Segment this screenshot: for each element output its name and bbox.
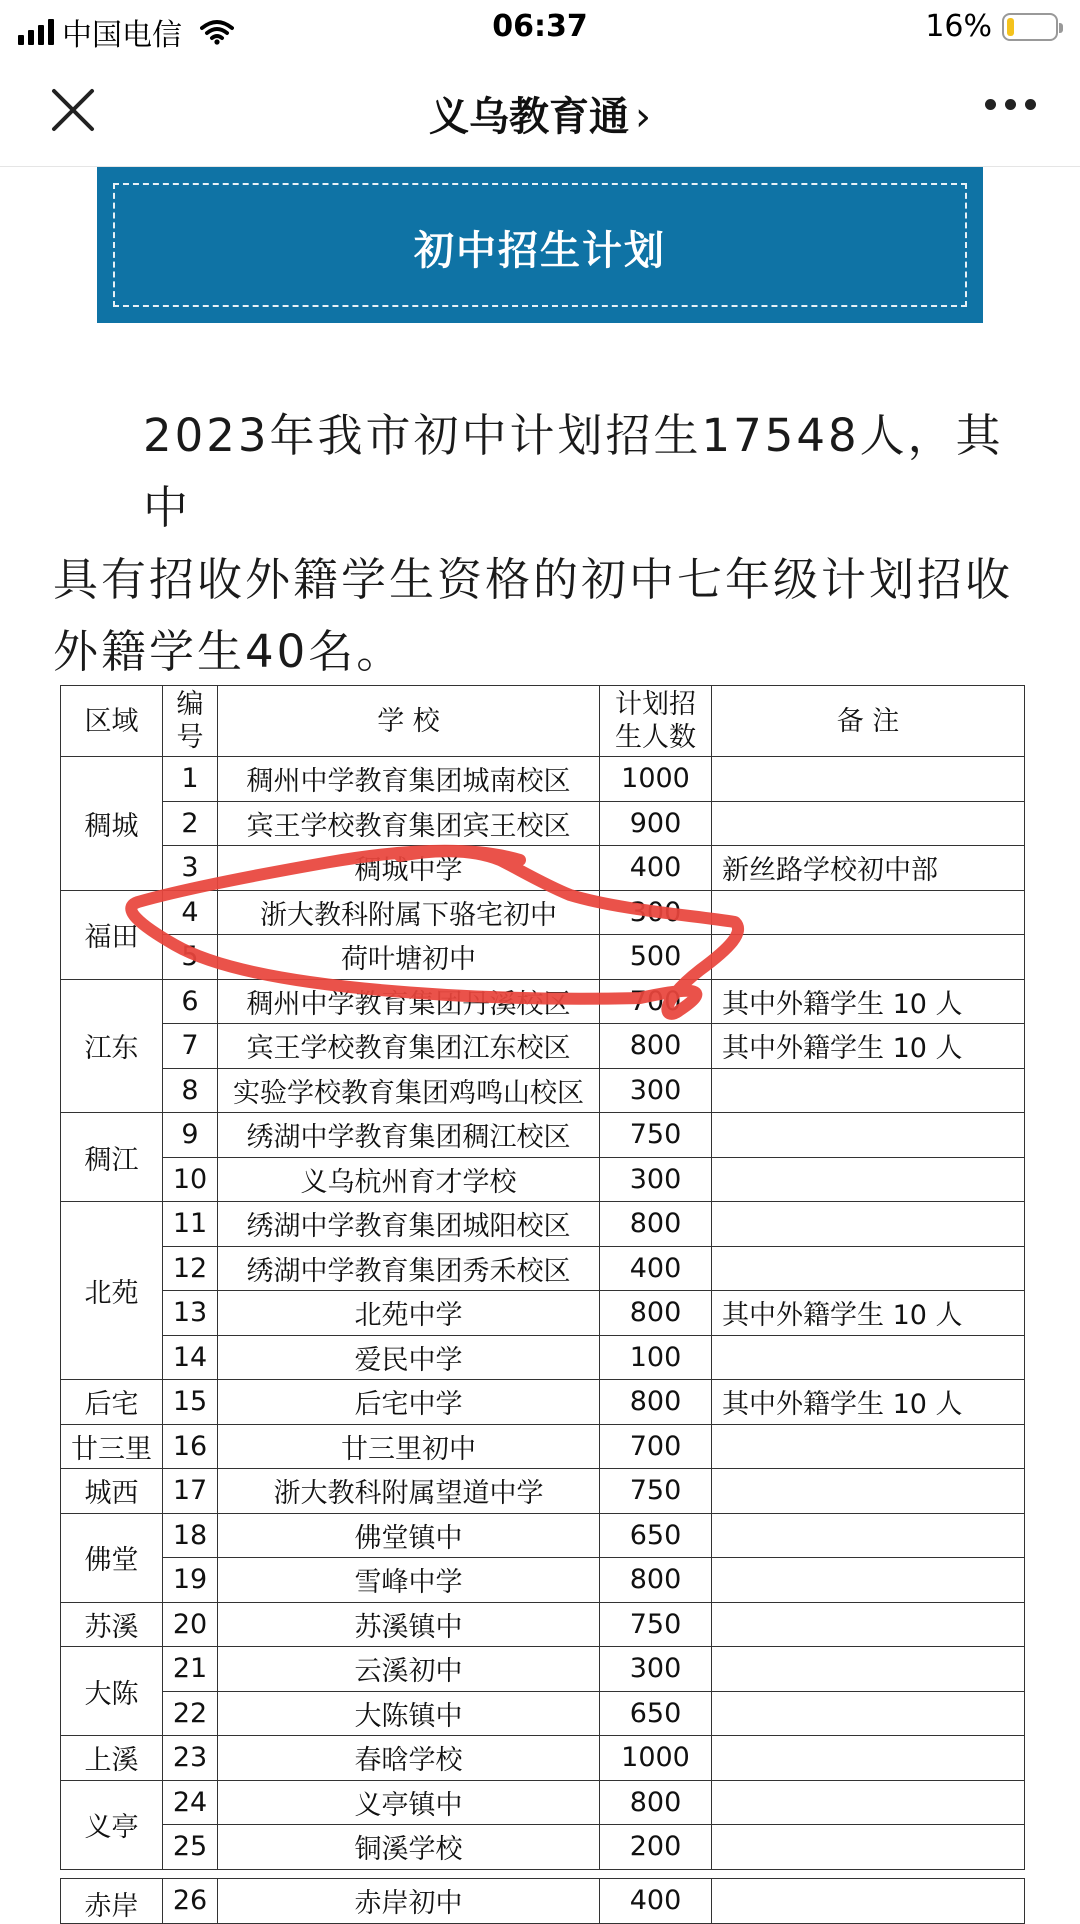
note-cell: 其中外籍学生 10 人 <box>712 1024 1025 1069</box>
num-cell: 20 <box>163 1602 218 1647</box>
table-row <box>61 1558 1025 1603</box>
region-cell: 义亭 <box>61 1780 163 1869</box>
num-cell: 16 <box>163 1424 218 1469</box>
school-cell: 浙大教科附属望道中学 <box>218 1469 600 1514</box>
school-cell: 荷叶塘初中 <box>218 935 600 980</box>
note-cell <box>712 1068 1025 1113</box>
school-cell: 铜溪学校 <box>218 1825 600 1870</box>
count-cell: 200 <box>600 1825 712 1870</box>
nav-bar <box>0 55 1080 167</box>
region-cell: 苏溪 <box>61 1602 163 1647</box>
school-cell: 春晗学校 <box>218 1736 600 1781</box>
note-cell <box>712 1202 1025 1247</box>
region-cell: 后宅 <box>61 1380 163 1425</box>
count-cell: 1000 <box>600 1736 712 1781</box>
count-cell: 800 <box>600 1202 712 1247</box>
enrollment-table-continued <box>60 1878 1024 1924</box>
school-cell: 大陈镇中 <box>218 1691 600 1736</box>
note-cell <box>712 1825 1025 1870</box>
note-cell <box>712 1647 1025 1692</box>
banner-title: 初中招生计划 <box>414 228 666 274</box>
section-banner <box>97 167 983 323</box>
enrollment-table-2 <box>60 1878 1025 1924</box>
num-cell: 23 <box>163 1736 218 1781</box>
region-cell: 佛堂 <box>61 1513 163 1602</box>
count-cell: 800 <box>600 1558 712 1603</box>
header-note: 备 注 <box>712 686 1025 757</box>
region-cell: 上溪 <box>61 1736 163 1781</box>
school-cell: 义亭镇中 <box>218 1780 600 1825</box>
table-header-row <box>61 686 1025 757</box>
region-cell: 赤岸 <box>61 1879 163 1924</box>
table-row <box>61 846 1025 891</box>
table-row <box>61 1068 1025 1113</box>
region-cell: 稠城 <box>61 757 163 891</box>
count-cell: 800 <box>600 1380 712 1425</box>
num-cell: 26 <box>163 1879 218 1924</box>
note-cell <box>712 757 1025 802</box>
num-cell: 4 <box>163 890 218 935</box>
status-time: 06:37 <box>492 9 588 44</box>
table-row <box>61 1335 1025 1380</box>
table-row <box>61 1647 1025 1692</box>
count-cell: 650 <box>600 1691 712 1736</box>
num-cell: 6 <box>163 979 218 1024</box>
region-cell: 大陈 <box>61 1647 163 1736</box>
table-row <box>61 1736 1025 1781</box>
count-cell: 750 <box>600 1469 712 1514</box>
school-cell: 绣湖中学教育集团城阳校区 <box>218 1202 600 1247</box>
table-row <box>61 1424 1025 1469</box>
num-cell: 1 <box>163 757 218 802</box>
table-row <box>61 1879 1025 1924</box>
header-count-a: 计划招 <box>615 689 696 720</box>
table-row <box>61 1246 1025 1291</box>
enrollment-table <box>60 685 1025 1870</box>
note-cell <box>712 1736 1025 1781</box>
table-row <box>61 1780 1025 1825</box>
note-cell <box>712 1558 1025 1603</box>
count-cell: 650 <box>600 1513 712 1558</box>
table-row <box>61 1024 1025 1069</box>
note-cell <box>712 890 1025 935</box>
num-cell: 3 <box>163 846 218 891</box>
header-count-b: 生人数 <box>615 722 696 753</box>
region-cell: 城西 <box>61 1469 163 1514</box>
table-row <box>61 1602 1025 1647</box>
num-cell: 18 <box>163 1513 218 1558</box>
num-cell: 25 <box>163 1825 218 1870</box>
note-cell <box>712 1691 1025 1736</box>
school-cell: 北苑中学 <box>218 1291 600 1336</box>
num-cell: 22 <box>163 1691 218 1736</box>
count-cell: 700 <box>600 979 712 1024</box>
table-row <box>61 1157 1025 1202</box>
intro-line-2: 具有招收外籍学生资格的初中七年级计划招收 <box>53 553 1014 606</box>
header-num <box>163 686 218 757</box>
note-cell: 新丝路学校初中部 <box>712 846 1025 891</box>
note-cell <box>712 1879 1025 1924</box>
table-row <box>61 890 1025 935</box>
count-cell: 300 <box>600 1157 712 1202</box>
region-cell: 福田 <box>61 890 163 979</box>
num-cell: 10 <box>163 1157 218 1202</box>
school-cell: 稠州中学教育集团丹溪校区 <box>218 979 600 1024</box>
header-region: 区域 <box>61 686 163 757</box>
num-cell: 12 <box>163 1246 218 1291</box>
num-cell: 8 <box>163 1068 218 1113</box>
note-cell: 其中外籍学生 10 人 <box>712 1291 1025 1336</box>
count-cell: 400 <box>600 1879 712 1924</box>
region-cell: 北苑 <box>61 1202 163 1380</box>
school-cell: 浙大教科附属下骆宅初中 <box>218 890 600 935</box>
school-cell: 云溪初中 <box>218 1647 600 1692</box>
note-cell <box>712 1335 1025 1380</box>
count-cell: 900 <box>600 801 712 846</box>
count-cell: 800 <box>600 1780 712 1825</box>
table-row <box>61 1202 1025 1247</box>
school-cell: 雪峰中学 <box>218 1558 600 1603</box>
count-cell: 300 <box>600 1068 712 1113</box>
table-row <box>61 1113 1025 1158</box>
note-cell <box>712 1246 1025 1291</box>
status-right <box>925 9 1058 44</box>
note-cell <box>712 935 1025 980</box>
enrollment-table-wrap <box>60 685 1024 1870</box>
school-cell: 绣湖中学教育集团稠江校区 <box>218 1113 600 1158</box>
status-bar <box>0 0 1080 55</box>
school-cell: 佛堂镇中 <box>218 1513 600 1558</box>
num-cell: 19 <box>163 1558 218 1603</box>
note-cell <box>712 801 1025 846</box>
school-cell: 稠州中学教育集团城南校区 <box>218 757 600 802</box>
num-cell: 21 <box>163 1647 218 1692</box>
note-cell <box>712 1157 1025 1202</box>
count-cell: 400 <box>600 846 712 891</box>
school-cell: 义乌杭州育才学校 <box>218 1157 600 1202</box>
table-row <box>61 1691 1025 1736</box>
battery-fill <box>1007 18 1014 36</box>
num-cell: 9 <box>163 1113 218 1158</box>
header-school: 学 校 <box>218 686 600 757</box>
num-cell: 5 <box>163 935 218 980</box>
num-cell: 14 <box>163 1335 218 1380</box>
count-cell: 800 <box>600 1024 712 1069</box>
table-row <box>61 1513 1025 1558</box>
region-cell: 稠江 <box>61 1113 163 1202</box>
intro-line-1: 2023年我市初中计划招生17548人，其中 <box>143 409 1004 534</box>
school-cell: 后宅中学 <box>218 1380 600 1425</box>
num-cell: 13 <box>163 1291 218 1336</box>
note-cell: 其中外籍学生 10 人 <box>712 979 1025 1024</box>
header-num-b: 号 <box>176 722 204 753</box>
num-cell: 2 <box>163 801 218 846</box>
note-cell <box>712 1113 1025 1158</box>
header-count <box>600 686 712 757</box>
table-row <box>61 935 1025 980</box>
count-cell: 300 <box>600 1647 712 1692</box>
school-cell: 宾王学校教育集团宾王校区 <box>218 801 600 846</box>
num-cell: 7 <box>163 1024 218 1069</box>
school-cell: 宾王学校教育集团江东校区 <box>218 1024 600 1069</box>
table-row <box>61 979 1025 1024</box>
note-cell <box>712 1469 1025 1514</box>
note-cell <box>712 1513 1025 1558</box>
table-row <box>61 1825 1025 1870</box>
table-row <box>61 1469 1025 1514</box>
header-num-a: 编 <box>176 689 204 720</box>
count-cell: 700 <box>600 1424 712 1469</box>
table-row <box>61 1380 1025 1425</box>
note-cell <box>712 1780 1025 1825</box>
count-cell: 100 <box>600 1335 712 1380</box>
table-row <box>61 801 1025 846</box>
count-cell: 750 <box>600 1602 712 1647</box>
region-cell: 江东 <box>61 979 163 1113</box>
count-cell: 500 <box>600 935 712 980</box>
nav-title-text: 义乌教育通 <box>429 94 629 140</box>
note-cell: 其中外籍学生 10 人 <box>712 1380 1025 1425</box>
count-cell: 1000 <box>600 757 712 802</box>
num-cell: 17 <box>163 1469 218 1514</box>
school-cell: 苏溪镇中 <box>218 1602 600 1647</box>
intro-paragraph <box>53 400 1013 688</box>
num-cell: 24 <box>163 1780 218 1825</box>
nav-title[interactable] <box>0 85 1080 142</box>
note-cell <box>712 1602 1025 1647</box>
school-cell: 实验学校教育集团鸡鸣山校区 <box>218 1068 600 1113</box>
school-cell: 爱民中学 <box>218 1335 600 1380</box>
count-cell: 750 <box>600 1113 712 1158</box>
num-cell: 15 <box>163 1380 218 1425</box>
battery-icon <box>1002 13 1058 41</box>
num-cell: 11 <box>163 1202 218 1247</box>
intro-line-3: 外籍学生40名。 <box>53 625 405 678</box>
battery-percent: 16% <box>925 9 992 44</box>
more-options-icon[interactable] <box>985 99 1036 110</box>
school-cell: 赤岸初中 <box>218 1879 600 1924</box>
school-cell: 绣湖中学教育集团秀禾校区 <box>218 1246 600 1291</box>
carrier-label: 中国电信 <box>62 18 182 53</box>
school-cell: 稠城中学 <box>218 846 600 891</box>
school-cell: 廿三里初中 <box>218 1424 600 1469</box>
count-cell: 800 <box>600 1291 712 1336</box>
count-cell: 400 <box>600 1246 712 1291</box>
table-row <box>61 1291 1025 1336</box>
note-cell <box>712 1424 1025 1469</box>
count-cell: 300 <box>600 890 712 935</box>
table-row <box>61 757 1025 802</box>
chevron-right-icon: › <box>635 94 651 140</box>
region-cell: 廿三里 <box>61 1424 163 1469</box>
